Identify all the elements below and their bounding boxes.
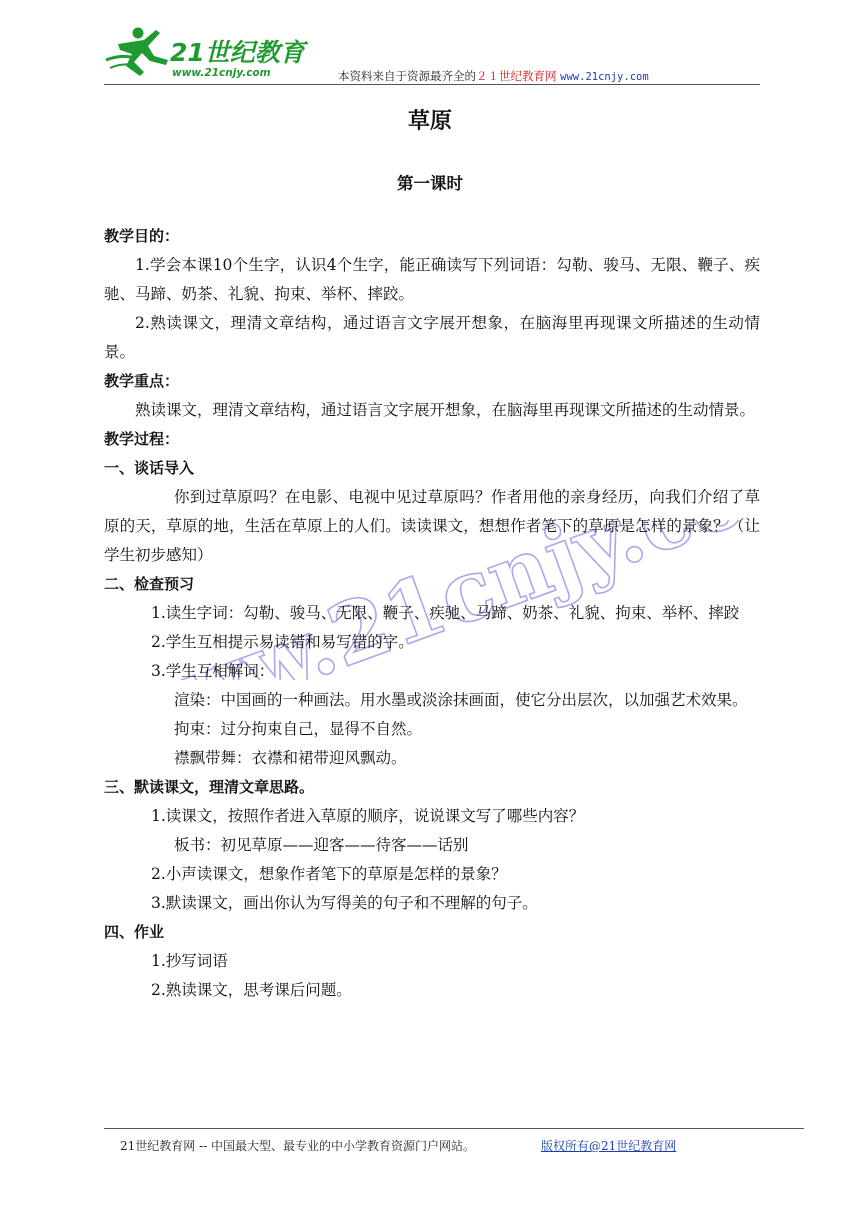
footer-copyright-link[interactable]: 版权所有@21世纪教育网	[541, 1139, 677, 1153]
site-logo[interactable]	[104, 24, 309, 82]
definition-item: 拘束：过分拘束自己，显得不自然。	[174, 720, 423, 738]
objectives-heading: 教学目的：	[104, 227, 180, 245]
objective-item: 2.熟读课文，理清文章结构，通过语言文字展开想象，在脑海里再现课文所描述的生动情景。	[104, 314, 760, 361]
reading-item: 3.默读课文，画出你认为写得美的句子和不理解的句子。	[151, 894, 538, 912]
logo-text: 21世纪教育	[170, 38, 305, 67]
preview-item: 1.读生字词：勾勒、骏马、无限、鞭子、疾驰、马蹄、奶茶、礼貌、拘束、举杯、摔跤	[151, 604, 740, 622]
part3-heading: 三、默读课文，理清文章思路。	[104, 778, 315, 796]
definition-item: 渲染：中国画的一种画法。用水墨或淡涂抹画面，使它分出层次，以加强艺术效果。	[174, 691, 748, 709]
preview-item: 3.学生互相解词：	[151, 662, 275, 680]
footer-divider	[104, 1128, 804, 1129]
objective-item: 1.学会本课10个生字，认识4个生字，能正确读写下列词语：勾勒、骏马、无限、鞭子、疾驰、马蹄、奶茶、礼貌、拘束、举杯、摔跤。	[104, 256, 760, 303]
part4-heading: 四、作业	[104, 923, 165, 941]
part2-heading: 二、检查预习	[104, 575, 195, 593]
header-note-site[interactable]: ２１世纪教育网	[476, 69, 557, 83]
page-subtitle: 第一课时	[397, 174, 463, 193]
homework-item: 1.抄写词语	[151, 952, 228, 970]
process-heading: 教学过程：	[104, 430, 180, 448]
page-title: 草原	[407, 109, 452, 134]
footer-description: 21世纪教育网 -- 中国最大型、最专业的中小学教育资源门户网站。	[120, 1139, 476, 1153]
preview-item: 2.学生互相提示易读错和易写错的字。	[151, 633, 414, 651]
header-note-prefix: 本资料来自于资源最齐全的	[338, 69, 476, 83]
runner-logo-icon	[104, 24, 309, 82]
header-note	[338, 68, 649, 84]
part1-text: 你到过草原吗？在电影、电视中见过草原吗？作者用他的亲身经历，向我们介绍了草原的天，草原的地，生活在草原上的人们。读读课文，想想作者笔下的草原是怎样的景象？（让学生初步感知）	[104, 488, 760, 564]
header-divider	[104, 84, 760, 85]
document-body	[104, 222, 760, 1005]
homework-item: 2.熟读课文，思考课后问题。	[151, 981, 352, 999]
part1-heading: 一、谈话导入	[104, 459, 195, 477]
focus-text: 熟读课文，理清文章结构，通过语言文字展开想象，在脑海里再现课文所描述的生动情景。	[135, 401, 756, 419]
focus-heading: 教学重点：	[104, 372, 180, 390]
reading-item: 2.小声读课文，想象作者笔下的草原是怎样的景象？	[151, 865, 507, 883]
definition-item: 襟飘带舞：衣襟和裙带迎风飘动。	[174, 749, 407, 767]
board-notes: 板书：初见草原——迎客——待客——话别	[174, 836, 469, 854]
logo-url: www.21cnjy.com	[172, 67, 271, 79]
header-note-url[interactable]: www.21cnjy.com	[560, 71, 649, 83]
reading-item: 1.读课文，按照作者进入草原的顺序，说说课文写了哪些内容？	[151, 807, 585, 825]
